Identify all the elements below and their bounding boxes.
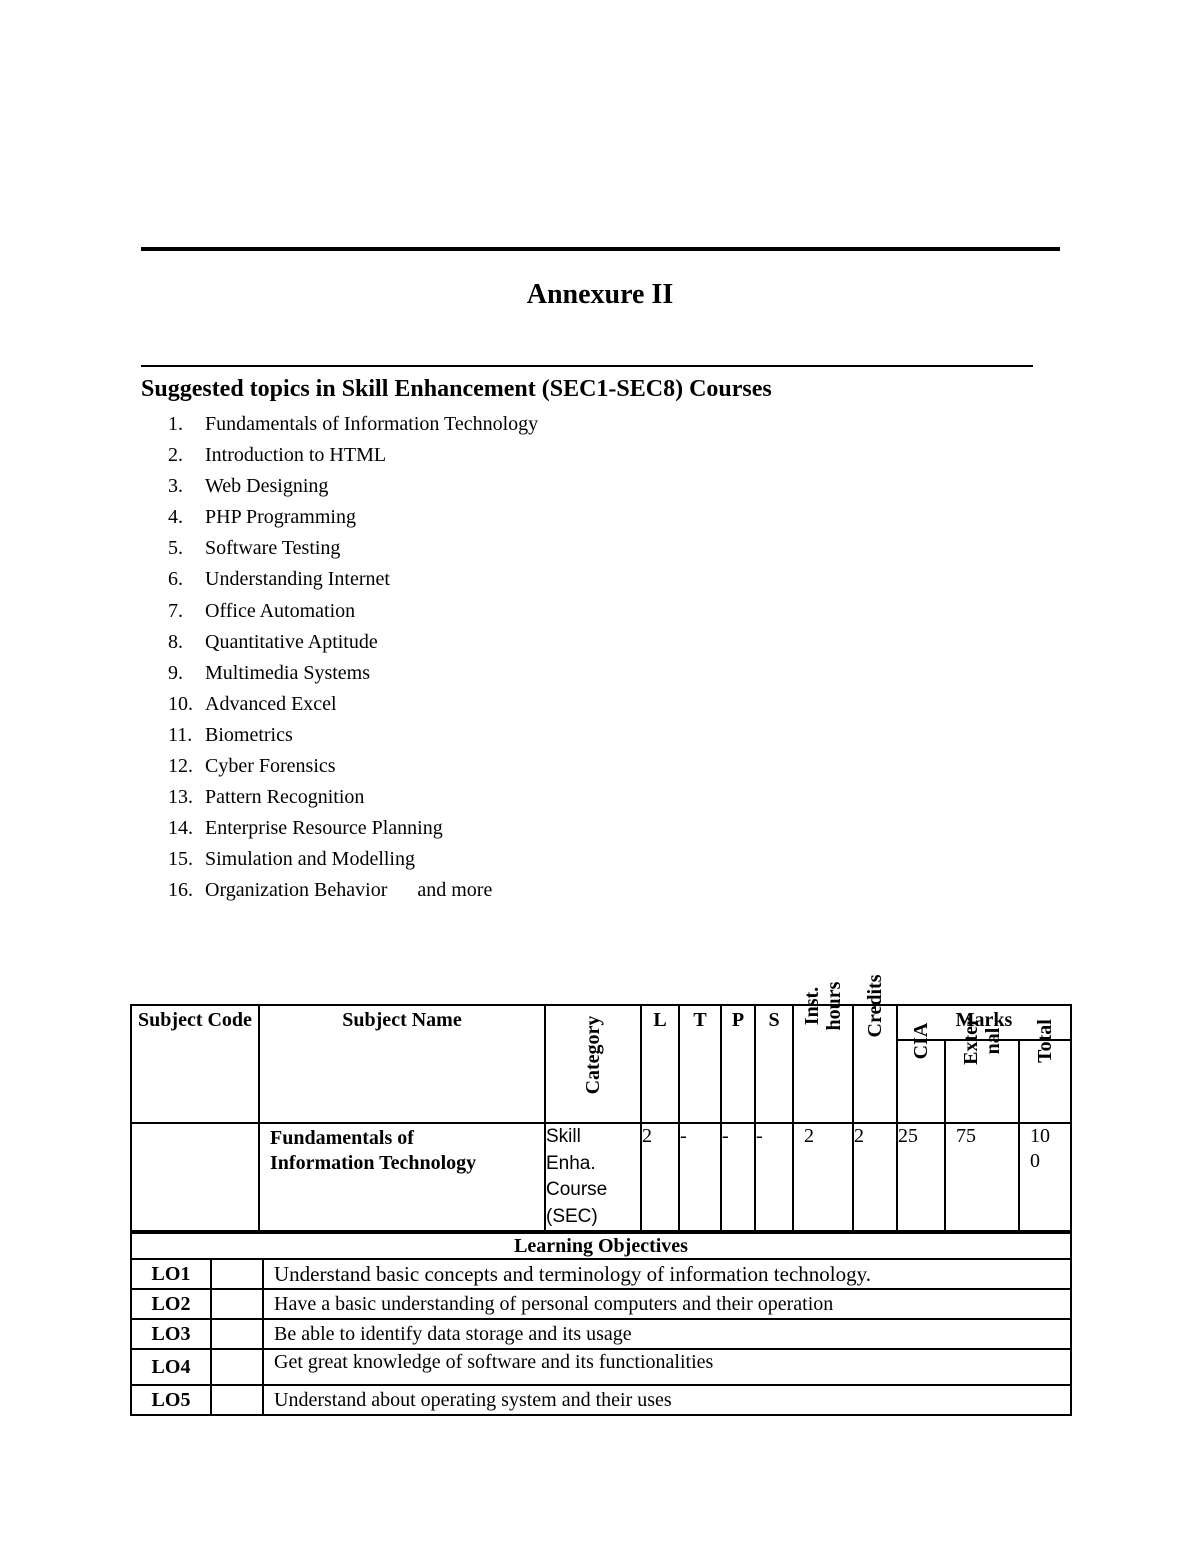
list-number: 15.	[168, 848, 193, 871]
lo-code: LO3	[131, 1319, 211, 1349]
header-total-label: Total	[1034, 1018, 1057, 1063]
page-title: Annexure II	[526, 279, 674, 310]
cell-total: 10 0	[1019, 1123, 1071, 1231]
lo-text: Be able to identify data storage and its usage	[263, 1319, 1071, 1349]
lo-blank-cell	[211, 1349, 263, 1385]
topic-label: Organization Behavior	[205, 879, 388, 902]
lo-code: LO4	[131, 1349, 211, 1385]
topic-label: Simulation and Modelling	[205, 848, 415, 871]
learning-objectives-heading: Learning Objectives	[131, 1233, 1071, 1259]
topic-label: Pattern Recognition	[205, 786, 365, 809]
lo-text: Understand about operating system and their uses	[263, 1385, 1071, 1415]
topic-label: Advanced Excel	[205, 692, 337, 715]
header-cia	[897, 1022, 945, 1123]
title-rule	[141, 365, 1033, 367]
cell-t: -	[679, 1123, 721, 1231]
topic-label: Office Automation	[205, 599, 356, 622]
list-number: 7.	[168, 599, 183, 622]
topic-label: Fundamentals of Information Technology	[205, 413, 539, 435]
list-number: 6.	[168, 568, 183, 591]
lo-blank-cell	[211, 1289, 263, 1319]
lo-text: Have a basic understanding of personal computers and their operation	[263, 1289, 1071, 1319]
list-number: 16.	[168, 879, 193, 902]
header-category	[545, 1005, 641, 1123]
header-s: S	[755, 1005, 793, 1123]
lo-text: Understand basic concepts and terminology of information technology.	[263, 1259, 1071, 1289]
list-number: 12.	[168, 755, 193, 778]
table-row	[131, 1349, 1071, 1385]
header-marks: Marks	[897, 1005, 1071, 1040]
topic-label: Introduction to HTML	[205, 444, 387, 467]
header-subject-name: Subject Name	[259, 1005, 545, 1123]
cell-inst-hours: 2	[793, 1123, 853, 1231]
lo-text: Get great knowledge of software and its functionalities	[263, 1349, 1071, 1385]
lo-blank-cell	[211, 1385, 263, 1415]
cell-cia: 25	[897, 1123, 945, 1231]
section-heading: Suggested topics in Skill Enhancement (SEC1-SEC8) Courses	[141, 376, 772, 402]
header-credits	[853, 974, 897, 1123]
lo-code: LO5	[131, 1385, 211, 1415]
header-p: P	[721, 1005, 755, 1123]
topic-label: PHP Programming	[205, 506, 356, 529]
list-number: 13.	[168, 786, 193, 809]
header-t: T	[679, 1005, 721, 1123]
header-subject-code: Subject Code	[131, 1005, 259, 1123]
cell-subject-name: Fundamentals of Information Technology	[259, 1123, 545, 1231]
topic-label: Multimedia Systems	[205, 661, 370, 684]
topic-suffix: and more	[417, 879, 493, 902]
topic-label: Quantitative Aptitude	[205, 630, 378, 653]
list-number: 9.	[168, 661, 183, 684]
cell-category: Skill Enha. Course (SEC)	[545, 1123, 641, 1231]
cell-s: -	[755, 1123, 793, 1231]
list-number: 3.	[168, 475, 183, 498]
cell-subject-code	[131, 1123, 259, 1231]
list-number: 11.	[168, 723, 193, 746]
list-number: 14.	[168, 817, 193, 840]
list-number: 2.	[168, 444, 183, 467]
topic-label: Biometrics	[205, 723, 293, 746]
header-l: L	[641, 1005, 679, 1123]
table-row	[131, 1289, 1071, 1319]
list-number: 5.	[168, 537, 183, 560]
table-row	[131, 1319, 1071, 1349]
list-number: 10.	[168, 692, 193, 715]
lo-blank-cell	[211, 1259, 263, 1289]
header-category-label: Category	[582, 1015, 604, 1095]
topic-label: Software Testing	[205, 537, 341, 560]
topic-label: Understanding Internet	[205, 568, 390, 591]
lo-blank-cell	[211, 1319, 263, 1349]
top-rule	[141, 247, 1060, 251]
learning-objectives-table	[130, 1232, 1072, 1416]
topic-label: Web Designing	[205, 475, 329, 498]
cell-p: -	[721, 1123, 755, 1231]
header-external-label: Exter nal	[960, 1016, 1004, 1065]
list-number: 1.	[168, 413, 183, 435]
list-number: 4.	[168, 506, 183, 529]
list-number: 8.	[168, 630, 183, 653]
header-total	[1019, 1018, 1071, 1123]
header-credits-label: Credits	[864, 974, 886, 1038]
cell-l: 2	[641, 1123, 679, 1231]
table-row	[131, 1259, 1071, 1289]
cell-external: 75	[945, 1123, 1019, 1231]
header-inst-hours-label: Inst. hours	[801, 981, 845, 1031]
course-table	[130, 974, 1072, 1232]
lo-code: LO1	[131, 1259, 211, 1289]
header-inst-hours	[793, 981, 853, 1123]
topic-label: Cyber Forensics	[205, 755, 336, 778]
table-row	[131, 1385, 1071, 1415]
topic-label: Enterprise Resource Planning	[205, 817, 443, 840]
header-cia-label: CIA	[910, 1022, 932, 1059]
lo-code: LO2	[131, 1289, 211, 1319]
cell-credits: 2	[853, 1123, 897, 1231]
